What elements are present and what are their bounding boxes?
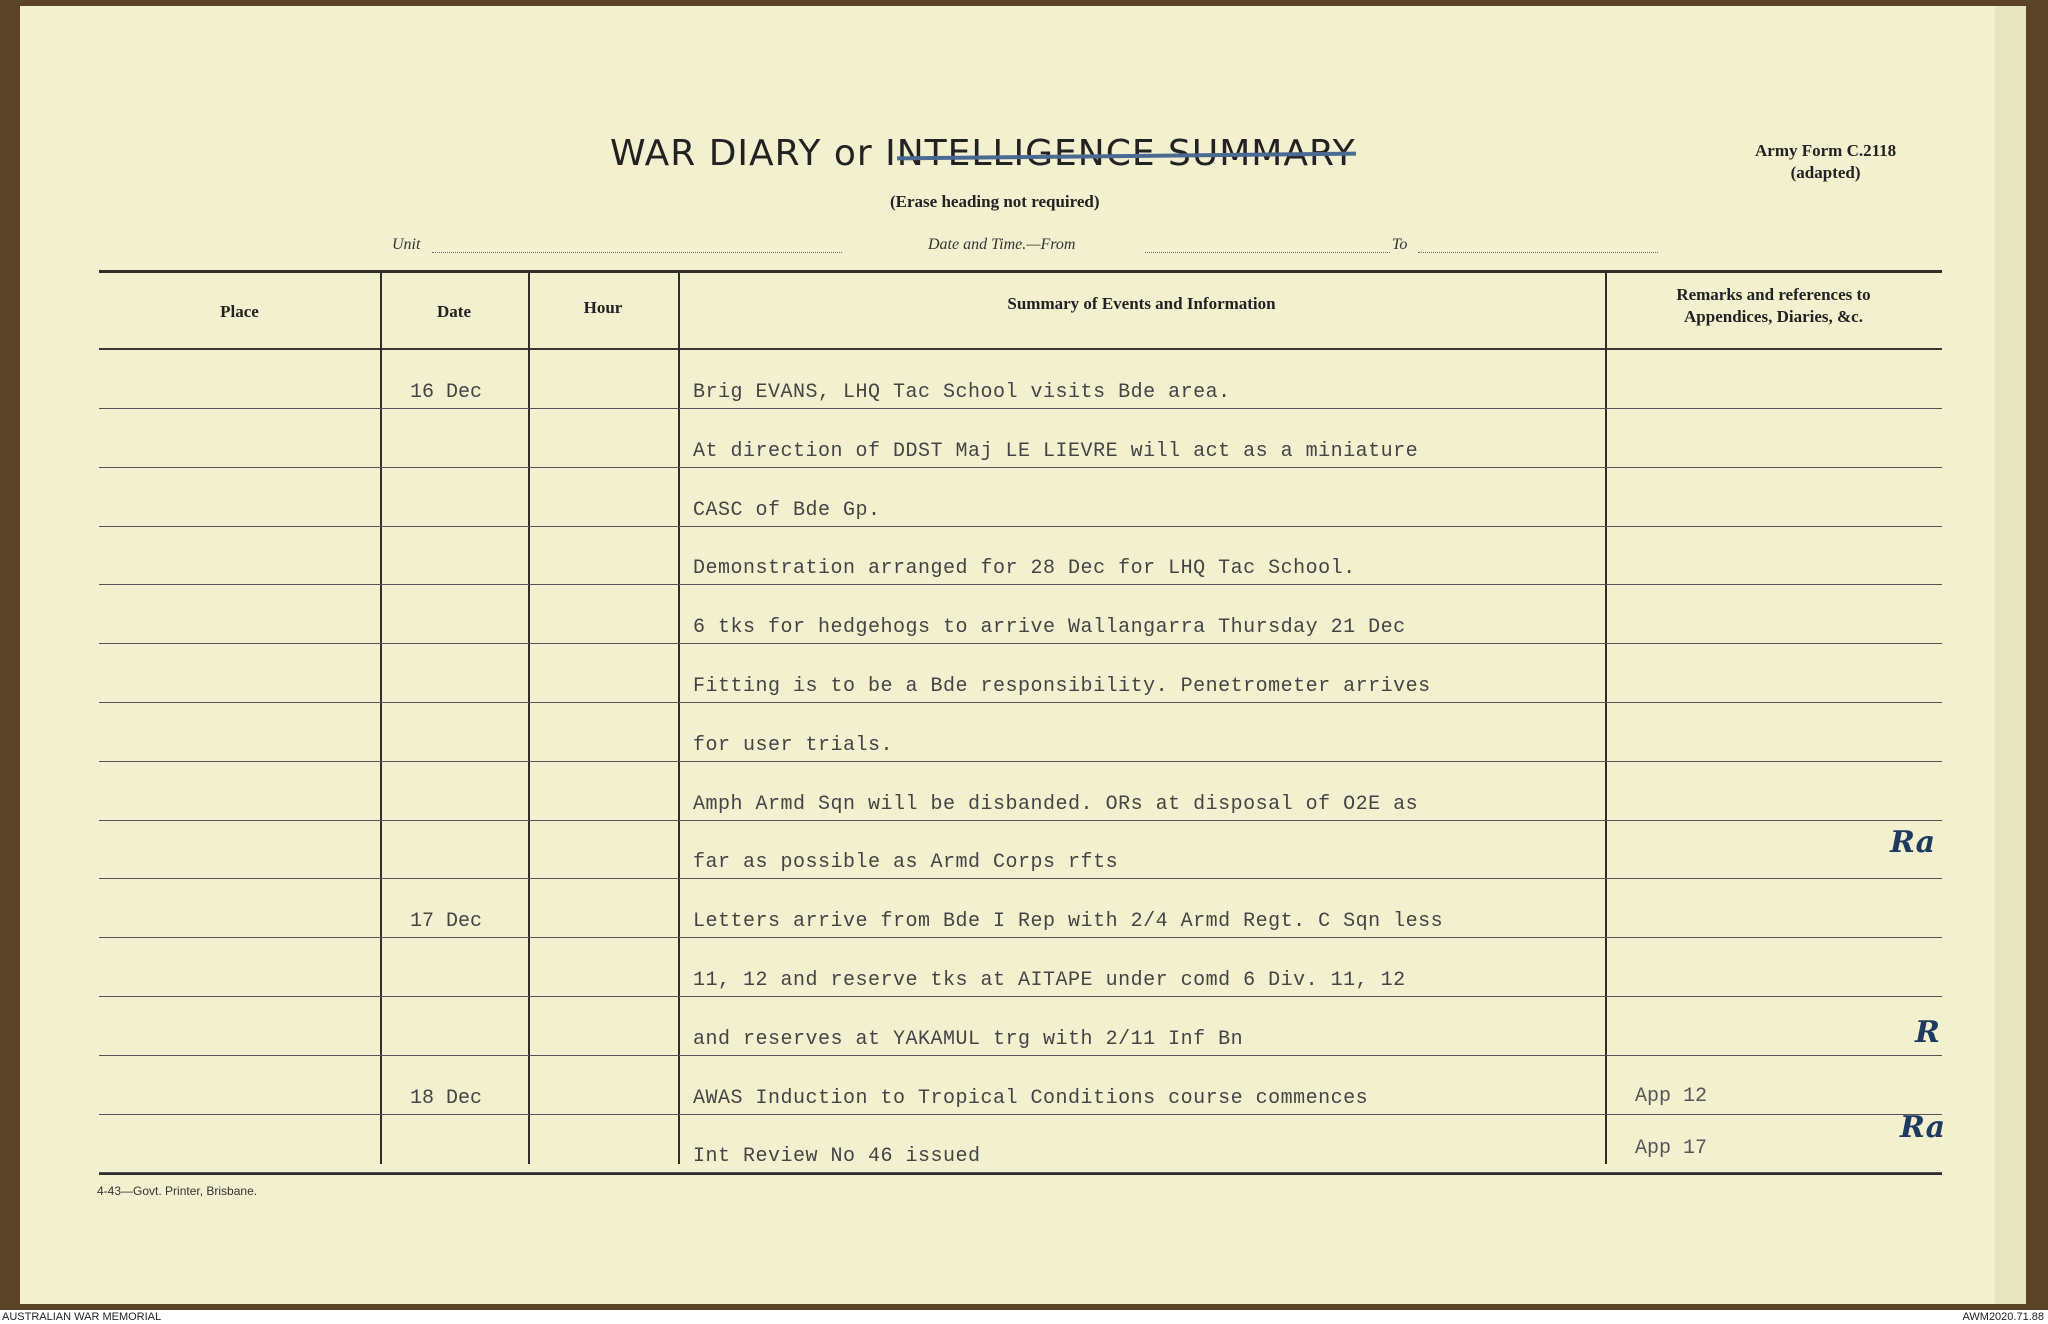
ruled-line	[99, 1114, 1942, 1115]
entry-text: Demonstration arranged for 28 Dec for LHQ Tac School.	[693, 557, 1356, 581]
ruled-line	[99, 1055, 1942, 1056]
erase-note: (Erase heading not required)	[890, 192, 1100, 211]
entry-text: At direction of DDST Maj LE LIEVRE will act as a miniature	[693, 439, 1419, 463]
entry-date: 17 Dec	[410, 910, 483, 934]
entry-text: Int Review No 46 issued	[693, 1145, 981, 1169]
col-divider-hour	[678, 272, 680, 1164]
remarks-header-line1: Remarks and references to	[1676, 285, 1871, 304]
ruled-line	[99, 761, 1942, 762]
date-time-label: Date and Time.—From	[928, 236, 1076, 253]
remark-app-17: App 17	[1635, 1137, 1708, 1160]
col-header-remarks	[1605, 284, 1942, 328]
ruled-line	[99, 408, 1942, 409]
col-header-place: Place	[220, 302, 259, 321]
handwritten-initial-3: Ra	[1900, 1110, 1946, 1145]
remarks-header-line2: Appendices, Diaries, &c.	[1684, 307, 1863, 326]
col-divider-date	[528, 272, 530, 1164]
unit-field	[432, 252, 842, 253]
form-title	[610, 133, 1356, 174]
ruled-line	[99, 937, 1942, 938]
footer-institution: AUSTRALIAN WAR MEMORIAL	[2, 1311, 162, 1323]
col-header-summary: Summary of Events and Information	[1007, 294, 1276, 313]
entry-text: Letters arrive from Bde I Rep with 2/4 Armd Regt. C Sqn less	[693, 910, 1444, 934]
remark-app-12: App 12	[1635, 1085, 1708, 1108]
entry-text: Brig EVANS, LHQ Tac School visits Bde area.	[693, 381, 1231, 404]
unit-label: Unit	[392, 236, 421, 253]
from-field	[1145, 252, 1390, 253]
entry-text: Fitting is to be a Bde responsibility. Penetrometer arrives	[693, 675, 1431, 698]
entry-text: 11, 12 and reserve tks at AITAPE under comd 6 Div. 11, 12	[693, 969, 1406, 992]
title-struck-part: NTELLIGENCE SUMMARY	[896, 133, 1356, 174]
entry-text: and reserves at YAKAMUL trg with 2/11 Inf Bn	[693, 1027, 1244, 1051]
ruled-line	[99, 526, 1942, 527]
ruled-line	[99, 1172, 1942, 1173]
title-prefix: WAR DIARY or I	[610, 133, 897, 174]
entry-text: for user trials.	[693, 733, 894, 757]
ruled-line	[99, 878, 1942, 879]
table-top-border	[99, 270, 1942, 273]
ruled-line	[99, 467, 1942, 468]
sheet-right-edge	[1995, 6, 2026, 1304]
form-ref-line1: Army Form C.2118	[1755, 141, 1897, 160]
ruled-line	[99, 702, 1942, 703]
footer-accession: AWM2020.71.88	[1962, 1311, 2044, 1323]
handwritten-initial-1: Ra	[1890, 825, 1936, 860]
header-bottom-border	[99, 348, 1942, 350]
to-field	[1418, 252, 1658, 253]
col-header-hour: Hour	[583, 298, 623, 317]
entry-text: far as possible as Armd Corps rfts	[693, 851, 1119, 875]
entry-text: CASC of Bde Gp.	[693, 498, 881, 522]
printer-imprint: 4-43—Govt. Printer, Brisbane.	[97, 1184, 258, 1198]
to-label: To	[1392, 236, 1408, 253]
entry-date: 16 Dec	[410, 381, 483, 404]
ruled-line	[99, 584, 1942, 585]
entry-text: AWAS Induction to Tropical Conditions course commences	[693, 1086, 1369, 1110]
col-header-date: Date	[437, 302, 471, 321]
ruled-line	[99, 820, 1942, 821]
col-divider-summary	[1605, 272, 1607, 1164]
ruled-line	[99, 643, 1942, 644]
handwritten-initial-2: R	[1915, 1015, 1940, 1050]
entry-text: Amph Armd Sqn will be disbanded. ORs at disposal of O2E as	[693, 792, 1419, 816]
col-divider-place	[380, 272, 382, 1164]
entry-date: 18 Dec	[410, 1086, 483, 1110]
form-ref-line2: (adapted)	[1790, 163, 1861, 182]
entry-text: 6 tks for hedgehogs to arrive Wallangarra Thursday 21 Dec	[693, 616, 1406, 640]
ruled-line	[99, 996, 1942, 997]
army-form-reference	[1755, 140, 1896, 184]
